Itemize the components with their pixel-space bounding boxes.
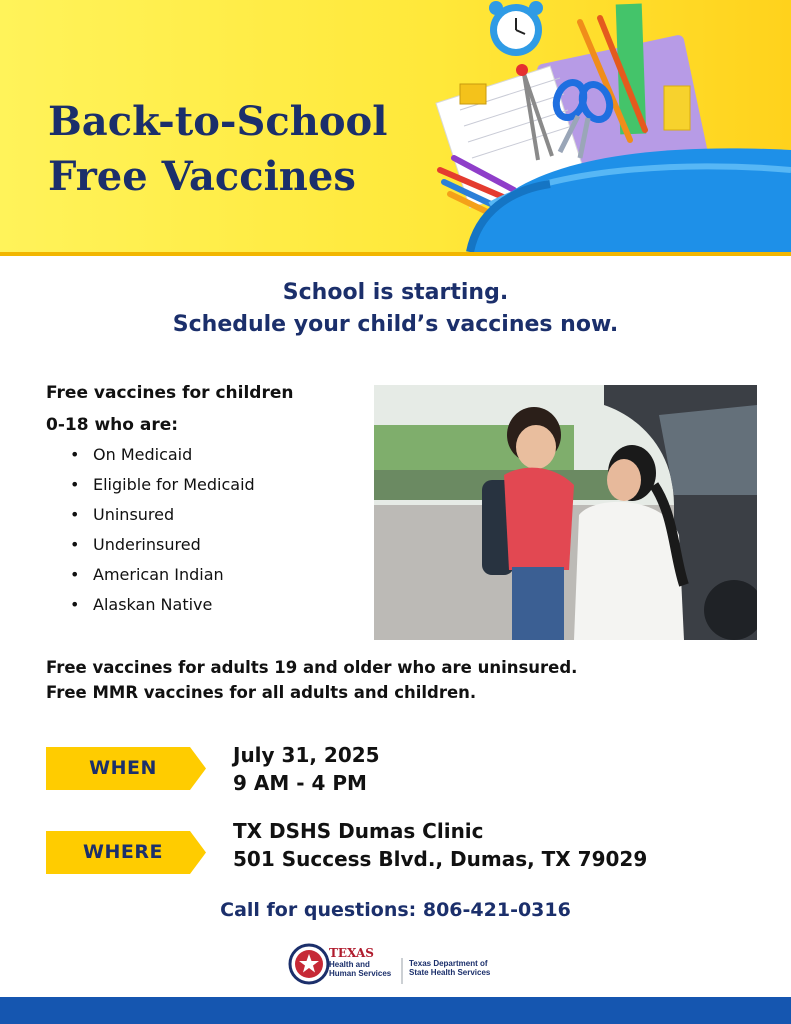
footer-bar: [0, 997, 791, 1024]
hhs-logo-subtitle: Health and Human Services: [329, 960, 392, 978]
subheading-line-1: School is starting.: [282, 280, 509, 305]
subheading-line-2: Schedule your child’s vaccines now.: [172, 312, 619, 337]
bullet: •: [70, 535, 80, 554]
mother-child-photo: [374, 385, 757, 640]
title-line-1: Back-to-School: [48, 98, 388, 145]
dshs-logo-text: Texas Department of State Health Services: [409, 959, 491, 977]
contact-phone: Call for questions: 806-421-0316: [220, 899, 571, 921]
clinic-address: 501 Success Blvd., Dumas, TX 79029: [233, 847, 648, 871]
clinic-name: TX DSHS Dumas Clinic: [233, 819, 484, 843]
subheading: [0, 277, 791, 341]
adults-line-1: Free vaccines for adults 19 and older who are uninsured.: [46, 658, 578, 677]
list-item-text: Eligible for Medicaid: [93, 475, 255, 494]
adults-line-2: Free MMR vaccines for all adults and children.: [46, 683, 477, 702]
lead-line-1: Free vaccines for children: [46, 383, 294, 403]
event-location: [233, 817, 647, 873]
list-item: [70, 441, 255, 471]
list-item: [70, 471, 255, 501]
list-item-text: On Medicaid: [93, 445, 193, 464]
texas-hhs-logo-text: TEXAS: [329, 946, 374, 960]
list-item-text: American Indian: [93, 565, 224, 584]
list-item-text: Alaskan Native: [93, 595, 213, 614]
list-item: [70, 591, 255, 621]
list-item: [70, 531, 255, 561]
where-tag: [46, 831, 206, 874]
bullet: •: [70, 445, 80, 464]
bullet: •: [70, 475, 80, 494]
school-supplies-backpack-illustration: [430, 0, 791, 252]
title-line-2: Free Vaccines: [48, 153, 356, 200]
children-eligibility-heading: [46, 377, 294, 441]
event-date: July 31, 2025: [233, 743, 380, 767]
event-time: 9 AM - 4 PM: [233, 771, 367, 795]
hero-divider: [0, 252, 791, 256]
lead-line-2: 0-18 who are:: [46, 415, 179, 435]
bullet: •: [70, 595, 80, 614]
list-item: [70, 501, 255, 531]
adults-eligibility-text: [46, 655, 577, 705]
event-datetime: [233, 741, 380, 797]
when-label: WHEN: [89, 757, 157, 779]
list-item-text: Underinsured: [93, 535, 201, 554]
where-label: WHERE: [83, 841, 163, 863]
bullet: •: [70, 505, 80, 524]
list-item-text: Uninsured: [93, 505, 175, 524]
page-title: [48, 94, 387, 204]
list-item: [70, 561, 255, 591]
when-tag: [46, 747, 206, 790]
bullet: •: [70, 565, 80, 584]
eligibility-list: [70, 441, 255, 621]
